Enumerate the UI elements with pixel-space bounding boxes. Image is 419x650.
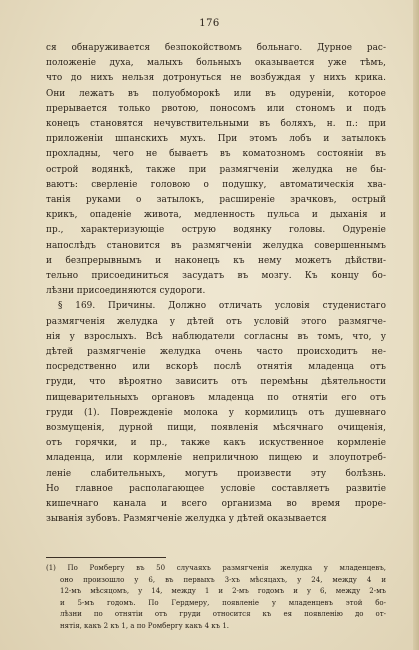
text-line: Они лежатъ въ полуобморокѣ или въ одуреніи, которое: [46, 88, 386, 99]
text-line: дѣтей размягченіе желудка очень часто происходитъ не-: [46, 347, 386, 358]
main-text: [46, 41, 386, 528]
footnote: [46, 563, 386, 633]
footnote-line: (1) По Ромбергу въ 50 случаяхъ размягченія желудка у младенцевъ,: [46, 564, 386, 572]
text-line: крикъ, опаденіе живота, медленность пульса и дыханія и: [46, 210, 386, 221]
footnote-line: 12-мъ мѣсяцомъ, у 14, между 1 и 2-мъ годомъ и у 6, между 2-мъ: [60, 587, 386, 596]
text-line: и безпрерывнымъ и наконецъ къ нему можетъ дѣйстви-: [46, 255, 386, 266]
text-line: Но главное располагающее условіе составляетъ развитіе: [46, 483, 386, 494]
text-line: что до нихъ нельзя дотронуться не возбуждая у нихъ крика.: [46, 73, 386, 84]
text-line: возмущенія, дурной пищи, появленія мѣсячнаго очищенія,: [46, 423, 386, 434]
text-line: положеніе духа, малыхъ больныхъ оказывается уже тѣмъ,: [46, 58, 386, 69]
page-spine-shadow: [413, 0, 419, 650]
footnote-line: нятія, какъ 2 къ 1, а по Ромбергу какъ 4 къ 1.: [60, 621, 230, 630]
text-line: нія у взрослыхъ. Всѣ наблюдатели согласны въ томъ, что, у: [46, 331, 386, 342]
text-line: лѣзни присоединяются судороги.: [46, 286, 206, 297]
text-line: тельно присоединиться засудатъ въ мозгу. Къ концу бо-: [46, 271, 386, 282]
text-line: напослѣдъ становится въ размягченіи желудка совершеннымъ: [46, 240, 386, 251]
text-line: размягченія желудка у дѣтей отъ условій этого размягче-: [46, 316, 386, 327]
text-line: прохладны, чего не бываетъ въ коматозномъ состояніи въ: [46, 149, 386, 160]
text-line: леніе слабительныхъ, могутъ произвести эту болѣзнь.: [46, 468, 386, 479]
text-line: пр., характеризующіе острую водянку головы. Одуреніе: [46, 225, 386, 236]
footnote-separator: [46, 557, 166, 558]
text-line: груди, что вѣроятно зависитъ отъ перемѣны дѣятельности: [46, 377, 386, 388]
text-line: острой водянкѣ, также при размягченіи желудка не бы-: [46, 164, 386, 175]
footnote-line: и 5-мъ годомъ. По Гердмеру, появленіе у младенцевъ этой бо-: [60, 598, 386, 607]
text-line: ваютъ: сверленіе головою о подушку, автоматическія хва-: [46, 179, 386, 190]
text-line: младенца, или кормленіе неприличною пищею и злоупотреб-: [46, 453, 386, 464]
text-line: приложеніи шпанскихъ мухъ. При этомъ лобъ и затылокъ: [46, 134, 386, 145]
text-line: отъ горячки, и пр., также какъ искуственное кормленіе: [46, 438, 386, 449]
text-line: груди (1). Поврежденіе молока у кормилицъ отъ душевнаго: [46, 407, 386, 418]
text-line: зыванія зубовъ. Размягченіе желудка у дѣтей оказывается: [46, 514, 327, 525]
text-line: ся обнаруживается безпокойствомъ больнаго. Дурное рас-: [46, 43, 386, 53]
footnote-line: лѣзни по отнятіи отъ груди относится къ ея появленію до от-: [60, 610, 386, 619]
text-line: кишечнаго канала и всего организма во время проре-: [46, 499, 386, 510]
text-line: § 169. Причины. Должно отличать условія студенистаго: [58, 301, 386, 312]
text-line: пищеварительныхъ органовъ младенца по отнятіи его отъ: [46, 392, 386, 403]
text-line: танія руками о затылокъ, расширеніе зрачковъ, острый: [46, 195, 386, 206]
footnote-line: оно произошло у 6, въ первыхъ 3-хъ мѣсяцахъ, у 24, между 4 и: [60, 575, 386, 584]
text-line: прерывается только рвотою, поносомъ или стономъ и подъ: [46, 103, 386, 114]
page-number: 176: [199, 18, 220, 29]
text-line: посредственно или вскорѣ послѣ отнятія младенца отъ: [46, 362, 386, 373]
text-line: конецъ становятся нечувствительными въ боляхъ, н. п.: при: [46, 119, 386, 130]
